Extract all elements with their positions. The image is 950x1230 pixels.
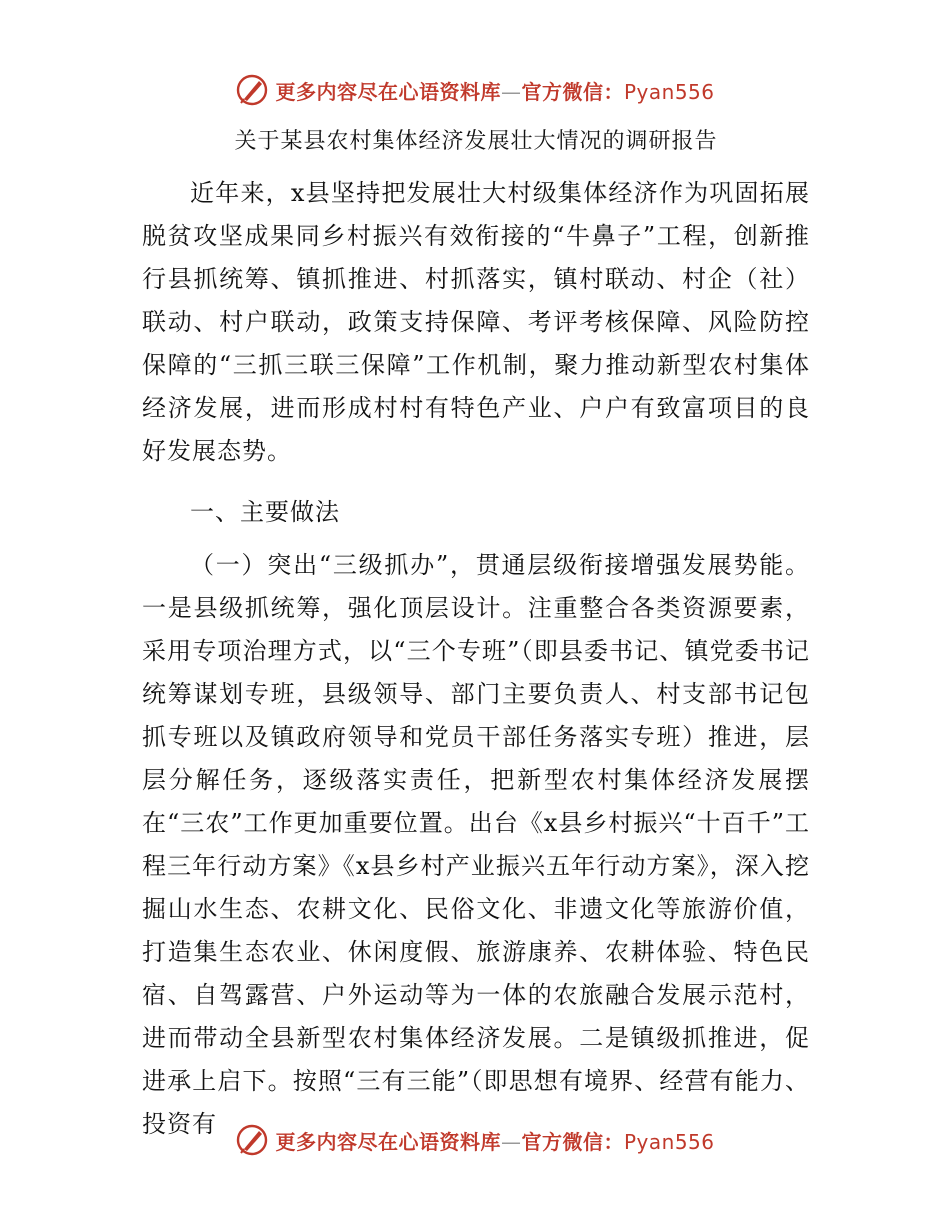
banner-wechat-id: Pyan556 [623, 79, 715, 104]
bottom-banner [0, 1120, 950, 1160]
feather-pen-icon [235, 1123, 269, 1157]
banner-wechat-label: 官方微信： [521, 79, 624, 104]
banner-text [275, 76, 714, 105]
banner-slogan: 更多内容尽在心语资料库 [275, 1129, 501, 1154]
banner-dash: — [500, 79, 522, 104]
section-paragraph: （一）突出“三级抓办”，贯通层级衔接增强发展势能。一是县级抓统筹，强化顶层设计。注重整合各类资源要素，采用专项治理方式，以“三个专班”（即县委书记、镇党委书记统筹谋划专班，县级领导、部门主要负责人、村支部书记包抓专班以及镇政府领导和党员干部任务落实专班）推进，层层分解任务，逐级落实责任，把新型农村集体经济发展摆在“三农”工作更加重要位置。出台《x县乡村振兴“十百千”工程三年行动方案》《x县乡村产业振兴五年行动方案》，深入挖掘山水生态、农耕文化、民俗文化、非遗文化等旅游价值，打造集生态农业、休闲度假、旅游康养、农耕体验、特色民宿、自驾露营、户外运动等为一体的农旅融合发展示范村，进而带动全县新型农村集体经济发展。二是镇级抓推进，促进承上启下。按照“三有三能”（即思想有境界、经营有能力、投资有 [142, 551, 810, 1138]
banner-slogan: 更多内容尽在心语资料库 [275, 79, 501, 104]
banner-text [275, 1126, 714, 1155]
banner-dash: — [500, 1129, 522, 1154]
document-title: 关于某县农村集体经济发展壮大情况的调研报告 [234, 129, 718, 154]
banner-wechat-label: 官方微信： [521, 1129, 624, 1154]
top-banner [0, 70, 950, 110]
section-heading: 一、主要做法 [190, 498, 340, 526]
document-body [142, 122, 810, 1146]
banner-wechat-id: Pyan556 [623, 1129, 715, 1154]
intro-paragraph: 近年来，x县坚持把发展壮大村级集体经济作为巩固拓展脱贫攻坚成果同乡村振兴有效衔接的“牛鼻子”工程，创新推行县抓统筹、镇抓推进、村抓落实，镇村联动、村企（社）联动、村户联动，政策支持保障、考评考核保障、风险防控保障的“三抓三联三保障”工作机制，聚力推动新型农村集体经济发展，进而形成村村有特色产业、户户有致富项目的良好发展态势。 [142, 179, 810, 465]
feather-pen-icon [235, 73, 269, 107]
